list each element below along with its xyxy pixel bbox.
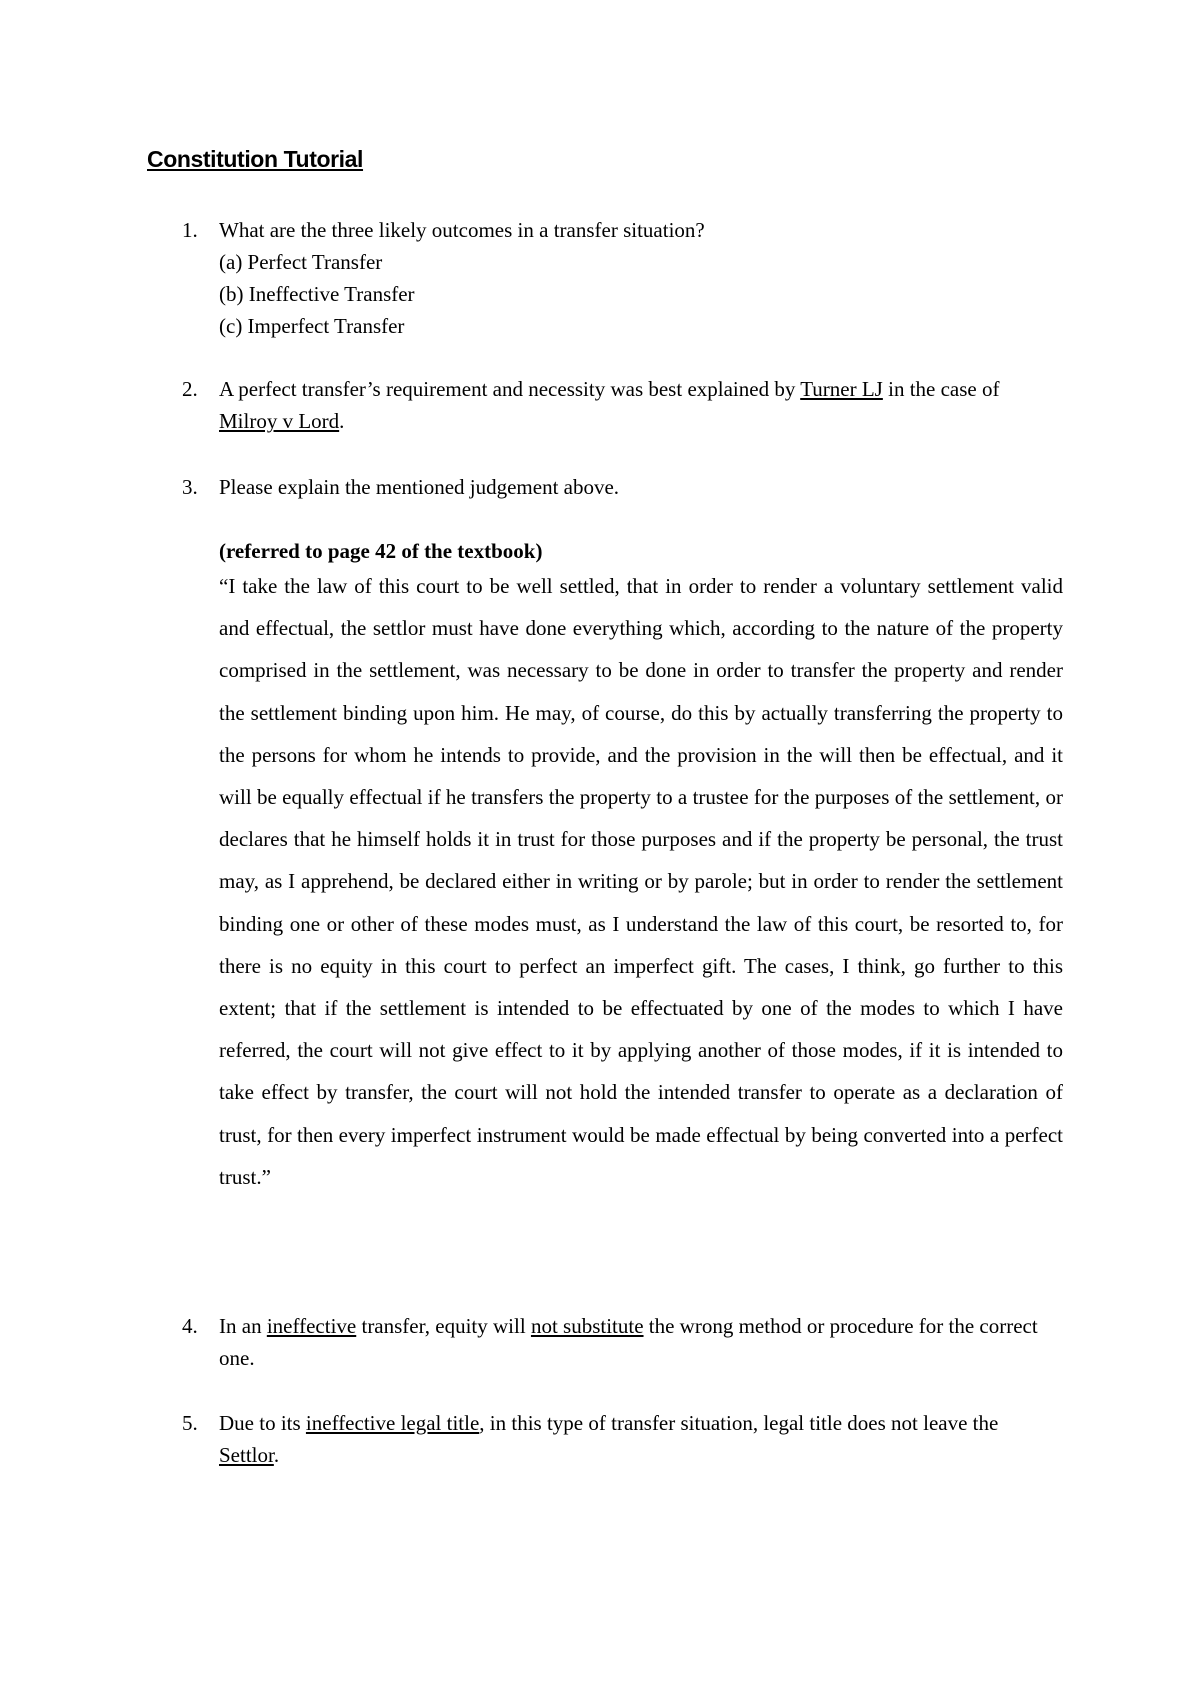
question-text: Please explain the mentioned judgement above. — [219, 475, 620, 499]
text-run: . — [273, 1443, 280, 1467]
question-number: 2. — [182, 377, 198, 401]
text-run: transfer, equity will — [356, 1314, 531, 1338]
question-text — [219, 1310, 1062, 1374]
underlined-term: ineffective — [266, 1314, 357, 1338]
underlined-term: not substitute — [530, 1314, 644, 1338]
question-4 — [182, 1310, 1062, 1374]
judge-name: Turner LJ — [800, 377, 883, 401]
text-run: Due to its — [219, 1411, 306, 1435]
option-c: (c) Imperfect Transfer — [219, 314, 405, 338]
underlined-term: ineffective legal title — [305, 1411, 480, 1435]
question-text — [219, 1407, 1052, 1471]
question-text — [219, 373, 1062, 437]
option-b: (b) Ineffective Transfer — [219, 282, 415, 306]
textbook-reference: (referred to page 42 of the textbook) — [219, 539, 543, 563]
page-title: Constitution Tutorial — [147, 146, 364, 172]
judgement-quote: “I take the law of this court to be well settled, that in order to render a voluntary settlement valid and effectual, the settlor must have done everything which, according to the nature of the property comprised in the settlement, was necessary to be done in order to transfer the property and render the settlement binding upon him. He may, of course, do this by actually transferring the property to the persons for whom he intends to provide, and the provision in the will then be effectual, and it will be equally effectual if he transfers the property to a trustee for the purposes of the settlement, or declares that he himself holds it in trust for those purposes and if the property be personal, the trust may, as I apprehend, be declared either in writing or by parole; but in order to render the settlement binding one or other of these modes must, as I understand the law of this court, be resorted to, for there is no equity in this court to perfect an imperfect gift. The cases, I think, go further to this extent; that if the settlement is intended to be effectuated by one of the modes to which I have referred, the court will not give effect to it by applying another of those modes, if it is intended to take effect by transfer, the court will not hold the intended transfer to operate as a declaration of trust, for then every imperfect instrument would be made effectual by being converted into a perfect trust.” — [219, 574, 1063, 1189]
question-number: 5. — [182, 1411, 198, 1435]
option-a: (a) Perfect Transfer — [219, 250, 383, 274]
text-run: the wrong method or procedure for the correct one. — [219, 1314, 1038, 1370]
question-number: 3. — [182, 475, 198, 499]
text-run: In an — [219, 1314, 267, 1338]
question-number: 4. — [182, 1314, 198, 1338]
question-3 — [182, 471, 1082, 503]
question-number: 1. — [182, 218, 198, 242]
question-5 — [182, 1407, 1052, 1471]
text-run: A perfect transfer’s requirement and necessity was best explained by — [219, 377, 801, 401]
text-run: . — [339, 409, 345, 433]
question-text: What are the three likely outcomes in a transfer situation? — [219, 218, 705, 242]
question-1 — [182, 214, 1082, 342]
question-2 — [182, 373, 1062, 437]
text-run: in the case of — [882, 377, 1000, 401]
underlined-term: Settlor — [219, 1443, 274, 1467]
text-run: , in this type of transfer situation, legal title does not leave the — [479, 1411, 999, 1435]
case-name: Milroy v Lord — [219, 409, 340, 433]
